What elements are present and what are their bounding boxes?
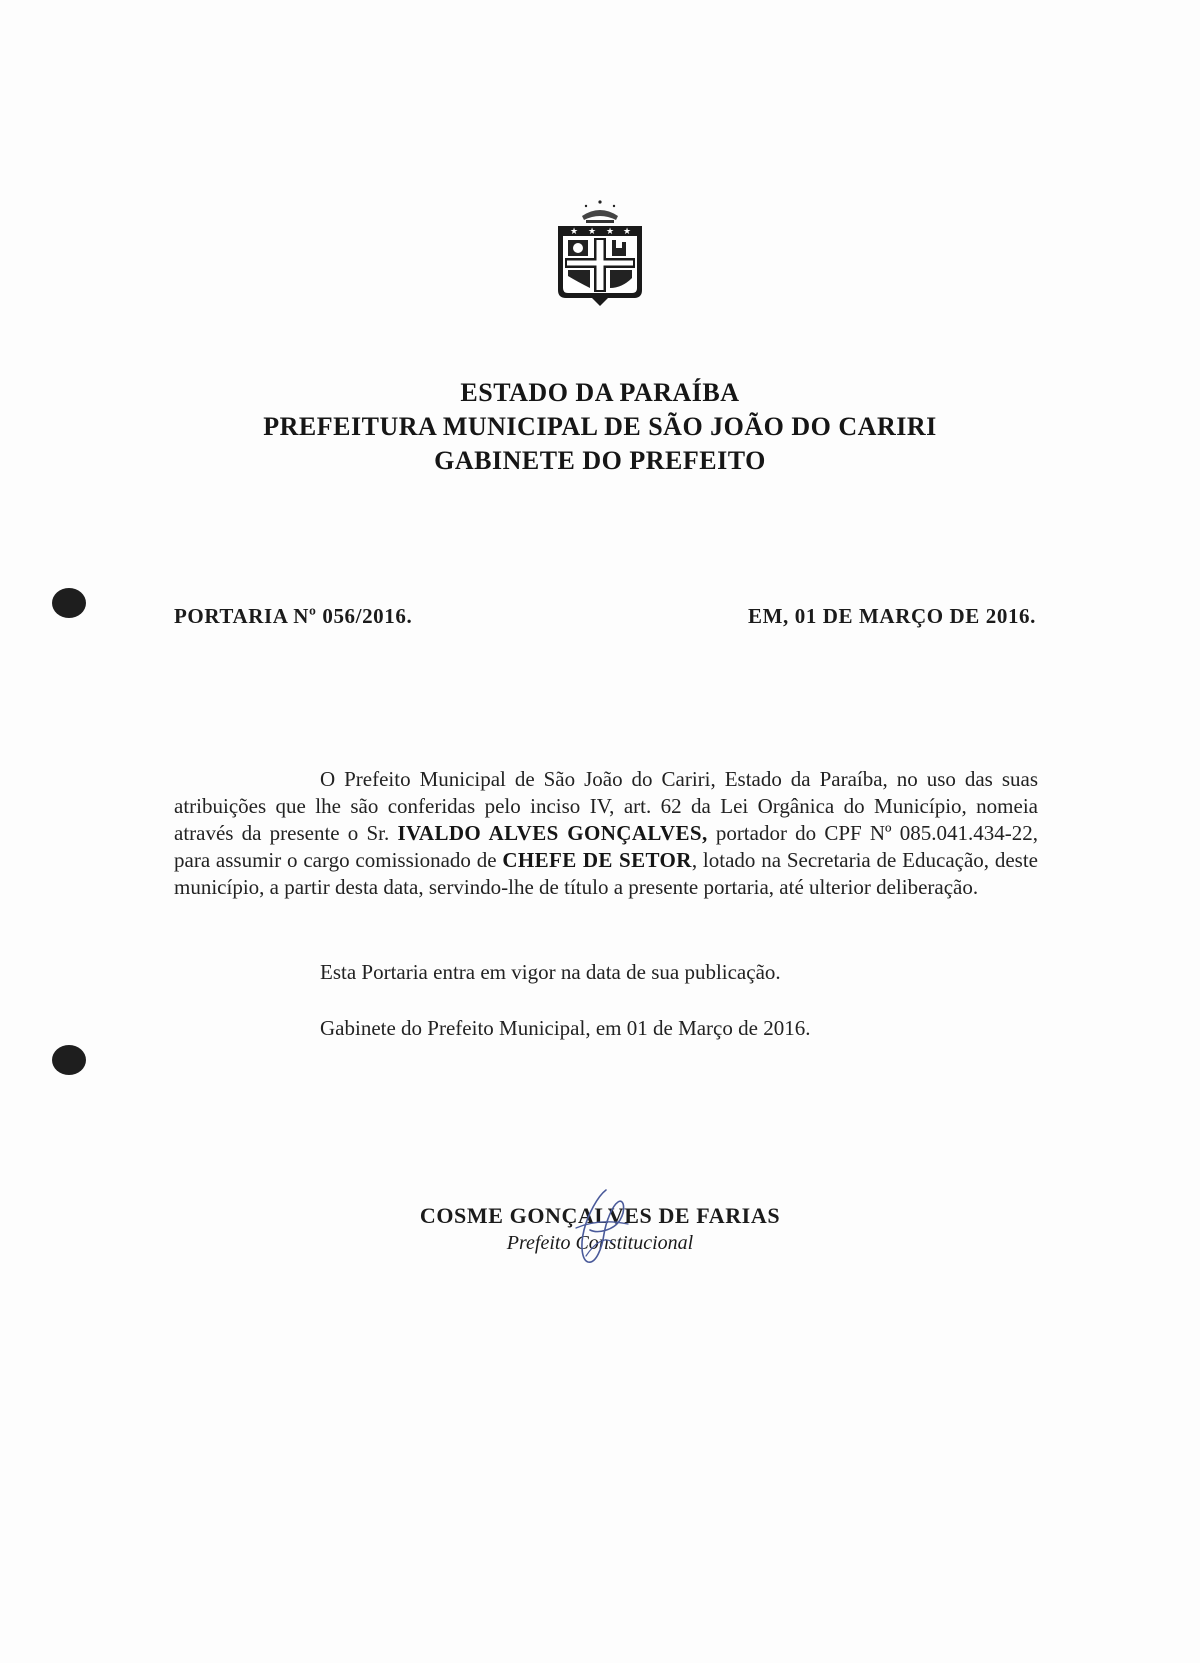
coat-of-arms-icon xyxy=(556,198,644,314)
handwritten-signature-icon xyxy=(568,1184,638,1266)
body-text-part-a: O Prefeito Municipal de São João do Cariri, Estado da Paraíba, no uso das suas atribuições que lhe são conferidas pelo inciso IV, art. 62 da Lei Orgânica do Município, nomeia através da presente o Sr. xyxy=(174,767,1038,845)
body-paragraph-place-date: Gabinete do Prefeito Municipal, em 01 de Março de 2016. xyxy=(320,1016,811,1040)
portaria-number: PORTARIA Nº 056/2016. xyxy=(174,604,413,628)
body-paragraph-nomination xyxy=(174,766,1038,901)
punch-hole-top xyxy=(52,588,86,618)
svg-text:★: ★ xyxy=(570,227,579,237)
body-text-part-c: , lotado na Secretaria de Educação, deste município, a partir desta data, servindo-lhe de título a presente portaria, até ulterior deliberação. xyxy=(174,848,1038,899)
svg-text:★: ★ xyxy=(606,227,615,237)
header-municipality: PREFEITURA MUNICIPAL DE SÃO JOÃO DO CARIRI xyxy=(263,412,937,441)
svg-text:★: ★ xyxy=(588,227,597,237)
punch-hole-bottom xyxy=(52,1045,86,1075)
body-text-part-b: portador do CPF Nº 085.041.434-22, para assumir o cargo comissionado de xyxy=(174,821,1038,872)
signer-title: Prefeito Constitucional xyxy=(506,1232,694,1254)
appointee-name: IVALDO ALVES GONÇALVES, xyxy=(397,821,708,845)
portaria-heading xyxy=(174,604,1036,634)
svg-text:★: ★ xyxy=(623,227,632,237)
body-paragraph-effective: Esta Portaria entra em vigor na data de sua publicação. xyxy=(320,960,781,984)
position-title: CHEFE DE SETOR xyxy=(502,848,692,872)
signer-name: COSME GONÇALVES DE FARIAS xyxy=(419,1203,781,1228)
document-header xyxy=(0,376,1200,478)
header-state: ESTADO DA PARAÍBA xyxy=(460,378,740,407)
portaria-date: EM, 01 DE MARÇO DE 2016. xyxy=(748,604,1036,628)
header-office: GABINETE DO PREFEITO xyxy=(434,446,766,475)
